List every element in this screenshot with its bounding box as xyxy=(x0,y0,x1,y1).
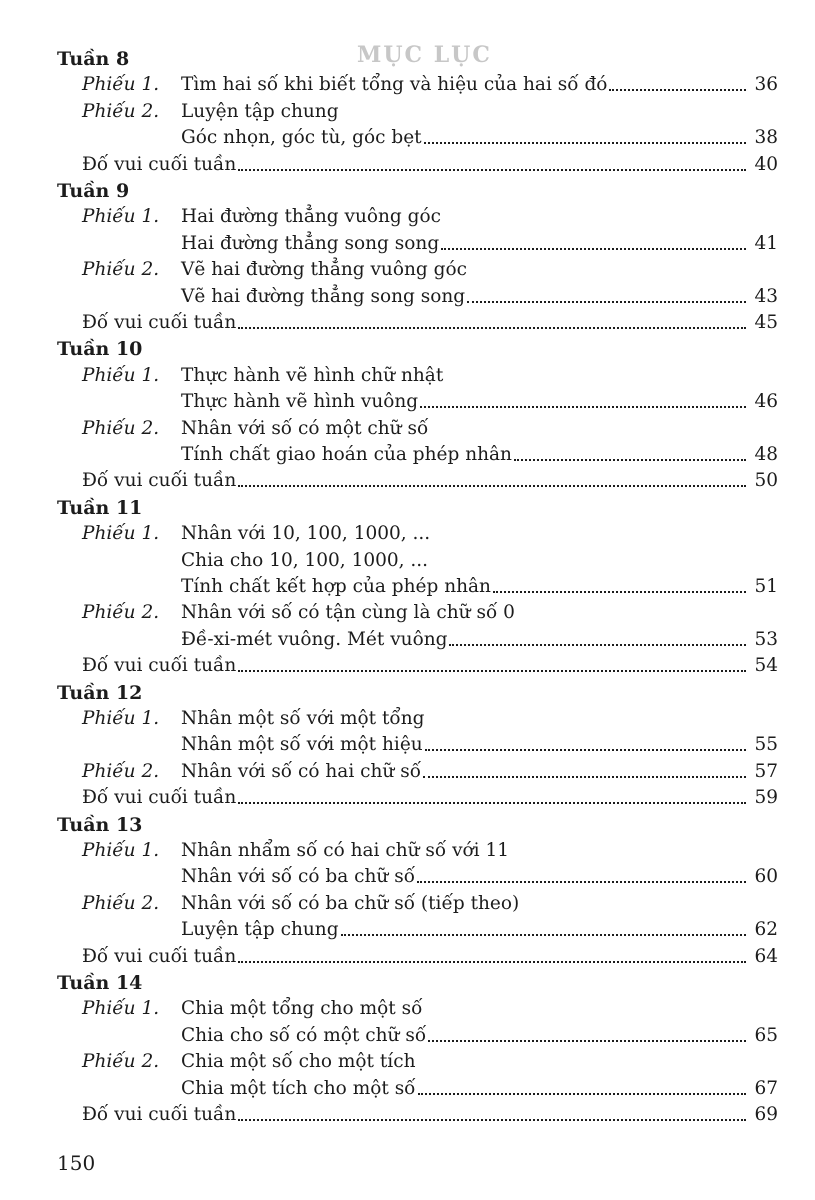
sheet-label: Phiếu 2. xyxy=(82,417,160,439)
toc-entry xyxy=(181,1023,778,1049)
sheet-label: Phiếu 1. xyxy=(82,364,160,386)
bleed-through-heading: MỤC LỤC xyxy=(357,42,492,68)
entry-page-number: 46 xyxy=(754,391,778,413)
dot-leader xyxy=(238,484,746,487)
weekend-quiz-entry xyxy=(82,152,778,178)
entry-page-number: 48 xyxy=(754,444,778,465)
entry-title: Đề-xi-mét vuông. Mét vuông xyxy=(181,628,448,650)
entry-page-number: 57 xyxy=(754,760,778,782)
entry-title: Vẽ hai đường thẳng song song xyxy=(181,285,466,307)
toc-entry xyxy=(181,125,778,151)
sheet-label: Phiếu 2. xyxy=(82,892,160,914)
toc-line: Thực hành vẽ hình chữ nhật xyxy=(181,364,444,386)
week-heading: Tuần 13 xyxy=(57,813,143,836)
dot-leader xyxy=(514,458,746,461)
dot-leader xyxy=(467,300,746,303)
sheet-label: Phiếu 1. xyxy=(82,523,160,545)
entry-title: Góc nhọn, góc tù, góc bẹt xyxy=(181,127,422,149)
entry-title: Nhân với số có hai chữ số xyxy=(181,760,422,782)
entry-page-number: 65 xyxy=(754,1024,778,1046)
week-heading: Tuần 14 xyxy=(57,972,143,994)
entry-page-number: 43 xyxy=(754,285,778,307)
dot-leader xyxy=(424,141,746,144)
toc-entry xyxy=(181,72,778,98)
sheet-label: Phiếu 2. xyxy=(82,602,160,624)
dot-leader xyxy=(493,590,746,593)
entry-title: Chia cho số có một chữ số xyxy=(181,1024,427,1046)
entry-title: Tính chất giao hoán của phép nhân xyxy=(181,444,512,465)
sheet-label: Phiếu 2. xyxy=(82,1051,160,1073)
dot-leader xyxy=(238,1118,746,1121)
week-heading: Tuần 9 xyxy=(57,180,130,202)
weekend-quiz-entry xyxy=(82,1102,778,1128)
dot-leader xyxy=(417,880,746,883)
entry-title: Đố vui cuối tuần xyxy=(82,945,237,967)
page-number: 150 xyxy=(57,1151,96,1175)
dot-leader xyxy=(238,168,746,171)
toc-line: Hai đường thẳng vuông góc xyxy=(181,206,441,228)
toc-line: Chia một tổng cho một số xyxy=(181,998,423,1020)
entry-page-number: 62 xyxy=(754,919,778,941)
weekend-quiz-entry xyxy=(82,653,778,679)
entry-page-number: 64 xyxy=(754,945,778,967)
entry-title: Hai đường thẳng song song xyxy=(181,232,440,254)
entry-title: Tìm hai số khi biết tổng và hiệu của hai số đó xyxy=(181,74,608,96)
entry-title: Đố vui cuối tuần xyxy=(82,1104,237,1125)
sheet-label: Phiếu 1. xyxy=(82,708,160,729)
week-heading: Tuần 12 xyxy=(57,681,143,704)
toc-line: Luyện tập chung xyxy=(181,100,339,122)
week-heading: Tuần 8 xyxy=(57,48,130,70)
entry-page-number: 69 xyxy=(754,1104,778,1125)
dot-leader xyxy=(449,643,746,646)
toc-entry xyxy=(181,759,778,785)
sheet-label: Phiếu 1. xyxy=(82,206,160,228)
week-heading: Tuần 10 xyxy=(57,338,143,361)
entry-title: Đố vui cuối tuần xyxy=(82,787,237,809)
sheet-label: Phiếu 1. xyxy=(82,998,160,1020)
dot-leader xyxy=(341,933,746,936)
entry-title: Đố vui cuối tuần xyxy=(82,153,237,175)
dot-leader xyxy=(441,247,746,250)
entry-title: Đố vui cuối tuần xyxy=(82,655,237,677)
weekend-quiz-entry xyxy=(82,944,778,970)
toc-line: Nhân với số có tận cùng là chữ số 0 xyxy=(181,602,515,624)
entry-title: Chia một tích cho một số xyxy=(181,1077,416,1099)
entry-page-number: 45 xyxy=(754,312,778,333)
entry-page-number: 38 xyxy=(754,127,778,149)
toc-entry xyxy=(181,389,778,415)
entry-title: Đố vui cuối tuần xyxy=(82,312,237,333)
dot-leader xyxy=(428,1039,746,1042)
toc-entry xyxy=(181,917,778,943)
dot-leader xyxy=(238,669,746,672)
toc-entry xyxy=(181,732,778,758)
entry-title: Đố vui cuối tuần xyxy=(82,470,237,492)
entry-page-number: 41 xyxy=(754,232,778,254)
dot-leader xyxy=(425,748,746,751)
entry-page-number: 54 xyxy=(754,655,778,677)
entry-page-number: 36 xyxy=(754,74,778,96)
weekend-quiz-entry xyxy=(82,468,778,494)
toc-entry xyxy=(181,231,778,257)
entry-page-number: 50 xyxy=(754,470,778,492)
entry-title: Thực hành vẽ hình vuông xyxy=(181,391,419,413)
toc-line: Nhân với 10, 100, 1000, ... xyxy=(181,523,431,545)
entry-page-number: 51 xyxy=(754,576,778,597)
dot-leader xyxy=(420,405,746,408)
toc-line: Nhân một số với một tổng xyxy=(181,708,425,729)
toc-line: Chia cho 10, 100, 1000, ... xyxy=(181,549,429,571)
dot-leader xyxy=(238,326,746,329)
toc-entry xyxy=(181,864,778,890)
entry-page-number: 55 xyxy=(754,734,778,756)
toc-line: Nhân nhẩm số có hai chữ số với 11 xyxy=(181,840,510,861)
dot-leader xyxy=(418,1092,746,1095)
dot-leader xyxy=(609,88,746,91)
toc-entry xyxy=(181,284,778,310)
week-heading: Tuần 11 xyxy=(57,496,143,519)
entry-title: Tính chất kết hợp của phép nhân xyxy=(181,576,491,597)
entry-title: Nhân với số có ba chữ số xyxy=(181,866,416,888)
toc-entry xyxy=(181,442,778,468)
dot-leader xyxy=(238,801,746,804)
sheet-label: Phiếu 1. xyxy=(82,74,160,96)
weekend-quiz-entry xyxy=(82,310,778,336)
sheet-label: Phiếu 2. xyxy=(82,100,160,122)
toc-line: Vẽ hai đường thẳng vuông góc xyxy=(181,259,467,281)
toc-entry xyxy=(181,574,778,600)
entry-page-number: 59 xyxy=(754,787,778,809)
dot-leader xyxy=(423,775,746,778)
toc-entry xyxy=(181,627,778,653)
toc-line: Chia một số cho một tích xyxy=(181,1051,416,1073)
weekend-quiz-entry xyxy=(82,785,778,811)
sheet-label: Phiếu 2. xyxy=(82,760,160,782)
entry-title: Luyện tập chung xyxy=(181,919,339,941)
toc-entry xyxy=(181,1076,778,1102)
entry-page-number: 60 xyxy=(754,866,778,888)
entry-page-number: 67 xyxy=(754,1077,778,1099)
entry-page-number: 53 xyxy=(754,628,778,650)
toc-line: Nhân với số có một chữ số xyxy=(181,417,429,439)
sheet-label: Phiếu 2. xyxy=(82,259,160,281)
toc-line: Nhân với số có ba chữ số (tiếp theo) xyxy=(181,892,520,914)
dot-leader xyxy=(238,960,746,963)
sheet-label: Phiếu 1. xyxy=(82,840,160,861)
entry-title: Nhân một số với một hiệu xyxy=(181,734,423,756)
entry-page-number: 40 xyxy=(754,153,778,175)
